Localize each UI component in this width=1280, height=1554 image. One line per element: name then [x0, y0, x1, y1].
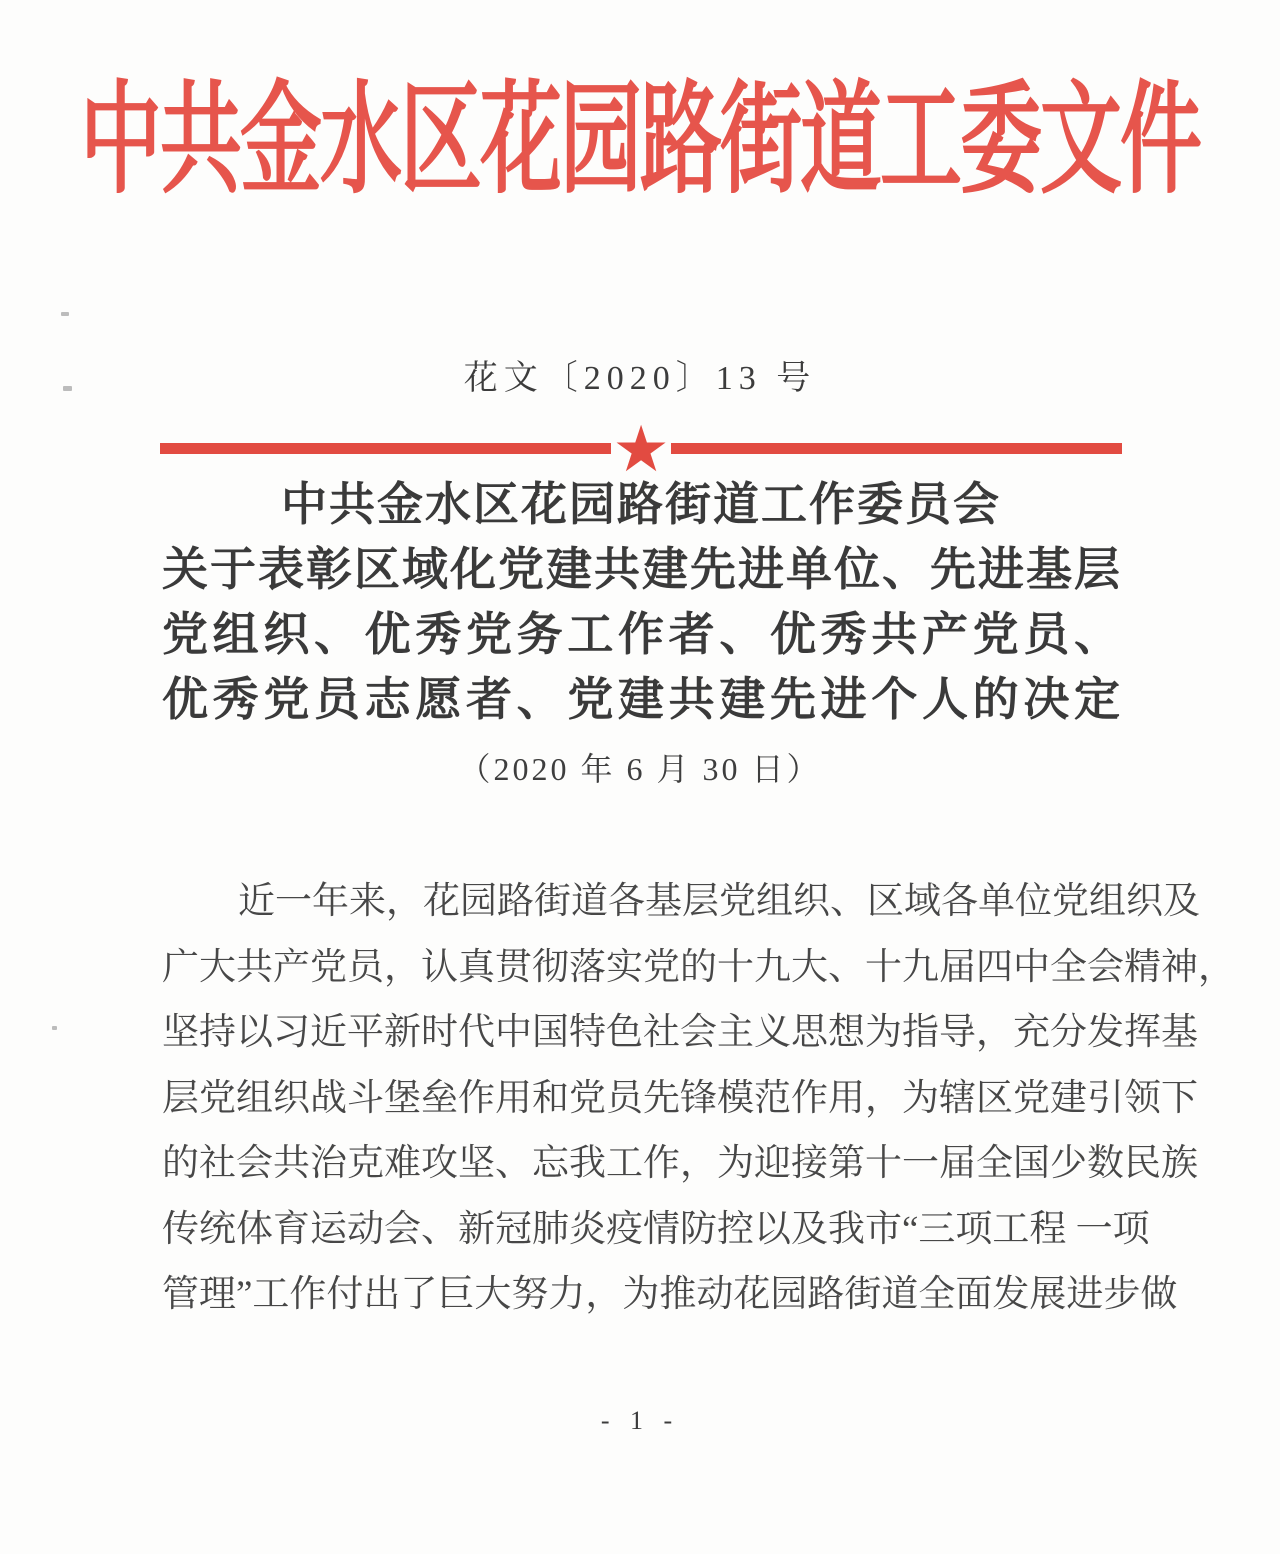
body-paragraph — [162, 870, 1235, 1329]
red-divider — [160, 413, 1122, 487]
title-line-1: 中共金水区花园路街道工作委员会 — [281, 479, 1001, 530]
body-line: 近一年来，花园路街道各基层党组织、区域各单位党组织及 — [238, 881, 1200, 922]
body-line: 传统体育运动会、新冠肺炎疫情防控以及我市“三项工程 一项 — [162, 1208, 1150, 1250]
title-line-2: 关于表彰区域化党建共建先进单位、先进基层 — [162, 544, 1120, 595]
scan-speck — [52, 1026, 57, 1030]
document-number: 花文〔2020〕13 号 — [463, 360, 817, 397]
body-line: 层党组织战斗堡垒作用和党员先锋模范作用，为辖区党建引领下 — [162, 1077, 1198, 1119]
title-line-4: 优秀党员志愿者、党建共建先进个人的决定 — [162, 674, 1120, 725]
body-line: 广大共产党员，认真贯彻落实党的十九大、十九届四中全会精神， — [162, 946, 1235, 988]
star-icon: ★ — [612, 413, 670, 487]
page-number: - 1 - — [600, 1406, 680, 1435]
body-line: 坚持以习近平新时代中国特色社会主义思想为指导，充分发挥基 — [162, 1012, 1198, 1053]
title-line-3: 党组织、优秀党务工作者、优秀共产党员、 — [162, 609, 1120, 660]
document-title — [162, 472, 1120, 732]
scan-speck — [61, 312, 69, 316]
red-line-right — [671, 443, 1122, 454]
body-line: 管理”工作付出了巨大努力，为推动花园路街道全面发展进步做 — [162, 1274, 1178, 1315]
body-line: 的社会共治克难攻坚、忘我工作，为迎接第十一届全国少数民族 — [162, 1143, 1198, 1184]
document-date: （2020 年 6 月 30 日） — [458, 751, 822, 787]
document-masthead: 中共金水区花园路街道工委文件 — [79, 73, 1200, 209]
scan-speck — [63, 386, 72, 391]
red-line-left — [160, 443, 611, 454]
